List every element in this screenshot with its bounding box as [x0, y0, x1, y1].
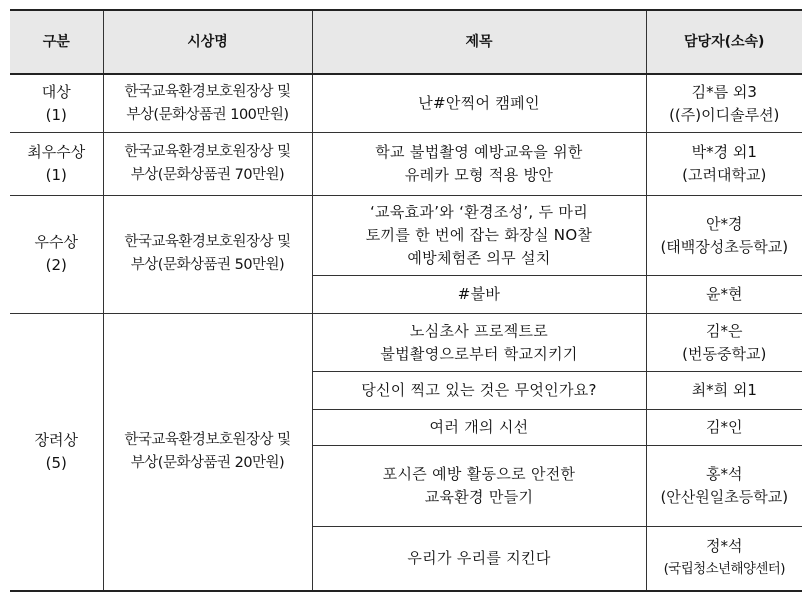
person-affiliation: ((주)이디솔루션) [669, 105, 780, 124]
table-row [10, 195, 802, 276]
title-cell [312, 195, 646, 276]
category-count: (5) [45, 453, 67, 472]
person-name: 안*경 [706, 214, 743, 233]
award-line: 부상(문화상품권 50만원) [130, 257, 285, 274]
title-line: 노심초사 프로젝트로 [409, 321, 549, 340]
person-affiliation: (안산원일초등학교) [660, 487, 789, 506]
title-line: 유레카 모형 적용 방안 [404, 165, 554, 184]
title-cell [312, 74, 646, 133]
title-cell [312, 446, 646, 527]
title-line: 여러 개의 시선 [429, 417, 529, 436]
award-line: 한국교육환경보호원장상 및 [124, 143, 291, 160]
category-count: (1) [45, 105, 67, 124]
category-cell [10, 195, 103, 313]
title-cell [312, 133, 646, 196]
header-title: 제목 [312, 10, 646, 74]
title-line: 당신이 찍고 있는 것은 무엇인가요? [361, 381, 597, 400]
person-affiliation: (태백장성초등학교) [660, 237, 789, 256]
person-name: 김*름 외3 [691, 82, 757, 101]
category-cell [10, 74, 103, 133]
title-line: 포시즌 예방 활동으로 안전한 [382, 464, 576, 483]
title-cell [312, 409, 646, 445]
category-name: 최우수상 [27, 142, 86, 161]
award-cell [103, 74, 312, 133]
person-affiliation: (번동중학교) [682, 344, 767, 363]
title-line: 토끼를 한 번에 잡는 화장실 NO찰 [365, 226, 593, 245]
category-cell [10, 313, 103, 591]
person-cell [646, 446, 802, 527]
header-person: 담당자(소속) [646, 10, 802, 74]
category-name: 대상 [41, 82, 71, 101]
award-line: 한국교육환경보호원장상 및 [124, 83, 291, 100]
person-name: 김*인 [706, 417, 743, 436]
person-name: 정*석 [706, 537, 743, 556]
title-line: 우리가 우리를 지킨다 [407, 548, 551, 567]
category-name: 우수상 [34, 233, 78, 252]
person-affiliation: (국립청소년해양센터) [663, 561, 785, 578]
person-name: 김*은 [706, 321, 743, 340]
person-cell [646, 372, 802, 409]
title-cell [312, 313, 646, 372]
award-cell [103, 133, 312, 196]
person-cell [646, 276, 802, 313]
category-name: 장려상 [34, 430, 78, 449]
person-name: 최*희 외1 [691, 381, 757, 400]
title-cell [312, 526, 646, 591]
title-line: ‘교육효과’와 ‘환경조성’, 두 마리 [369, 203, 589, 222]
category-count: (2) [45, 256, 67, 275]
award-line: 한국교육환경보호원장상 및 [124, 431, 291, 448]
person-cell [646, 313, 802, 372]
title-line: #불바 [457, 285, 501, 304]
person-cell [646, 526, 802, 591]
header-award: 시상명 [103, 10, 312, 74]
title-line: 교육환경 만들기 [424, 487, 534, 506]
person-name: 윤*현 [706, 285, 743, 304]
table-row [10, 74, 802, 133]
person-cell [646, 74, 802, 133]
person-affiliation: (고려대학교) [682, 165, 767, 184]
title-line: 학교 불법촬영 예방교육을 위한 [375, 142, 583, 161]
table-row [10, 313, 802, 372]
award-line: 부상(문화상품권 100만원) [126, 106, 289, 123]
title-line: 예방체험존 의무 설치 [407, 249, 551, 268]
header-category: 구분 [10, 10, 103, 74]
title-cell [312, 372, 646, 409]
person-name: 홍*석 [706, 464, 743, 483]
award-cell [103, 313, 312, 591]
category-count: (1) [45, 165, 67, 184]
title-cell [312, 276, 646, 313]
awards-table [10, 9, 802, 592]
person-cell [646, 133, 802, 196]
person-cell [646, 195, 802, 276]
award-line: 한국교육환경보호원장상 및 [124, 234, 291, 251]
person-name: 박*경 외1 [691, 142, 757, 161]
person-cell [646, 409, 802, 445]
award-line: 부상(문화상품권 70만원) [130, 166, 285, 183]
title-line: 난#안찍어 캠페인 [418, 94, 540, 113]
title-line: 불법촬영으로부터 학교지키기 [380, 344, 578, 363]
award-cell [103, 195, 312, 313]
award-line: 부상(문화상품권 20만원) [130, 454, 285, 471]
header-row [10, 10, 802, 74]
table-row [10, 133, 802, 196]
category-cell [10, 133, 103, 196]
